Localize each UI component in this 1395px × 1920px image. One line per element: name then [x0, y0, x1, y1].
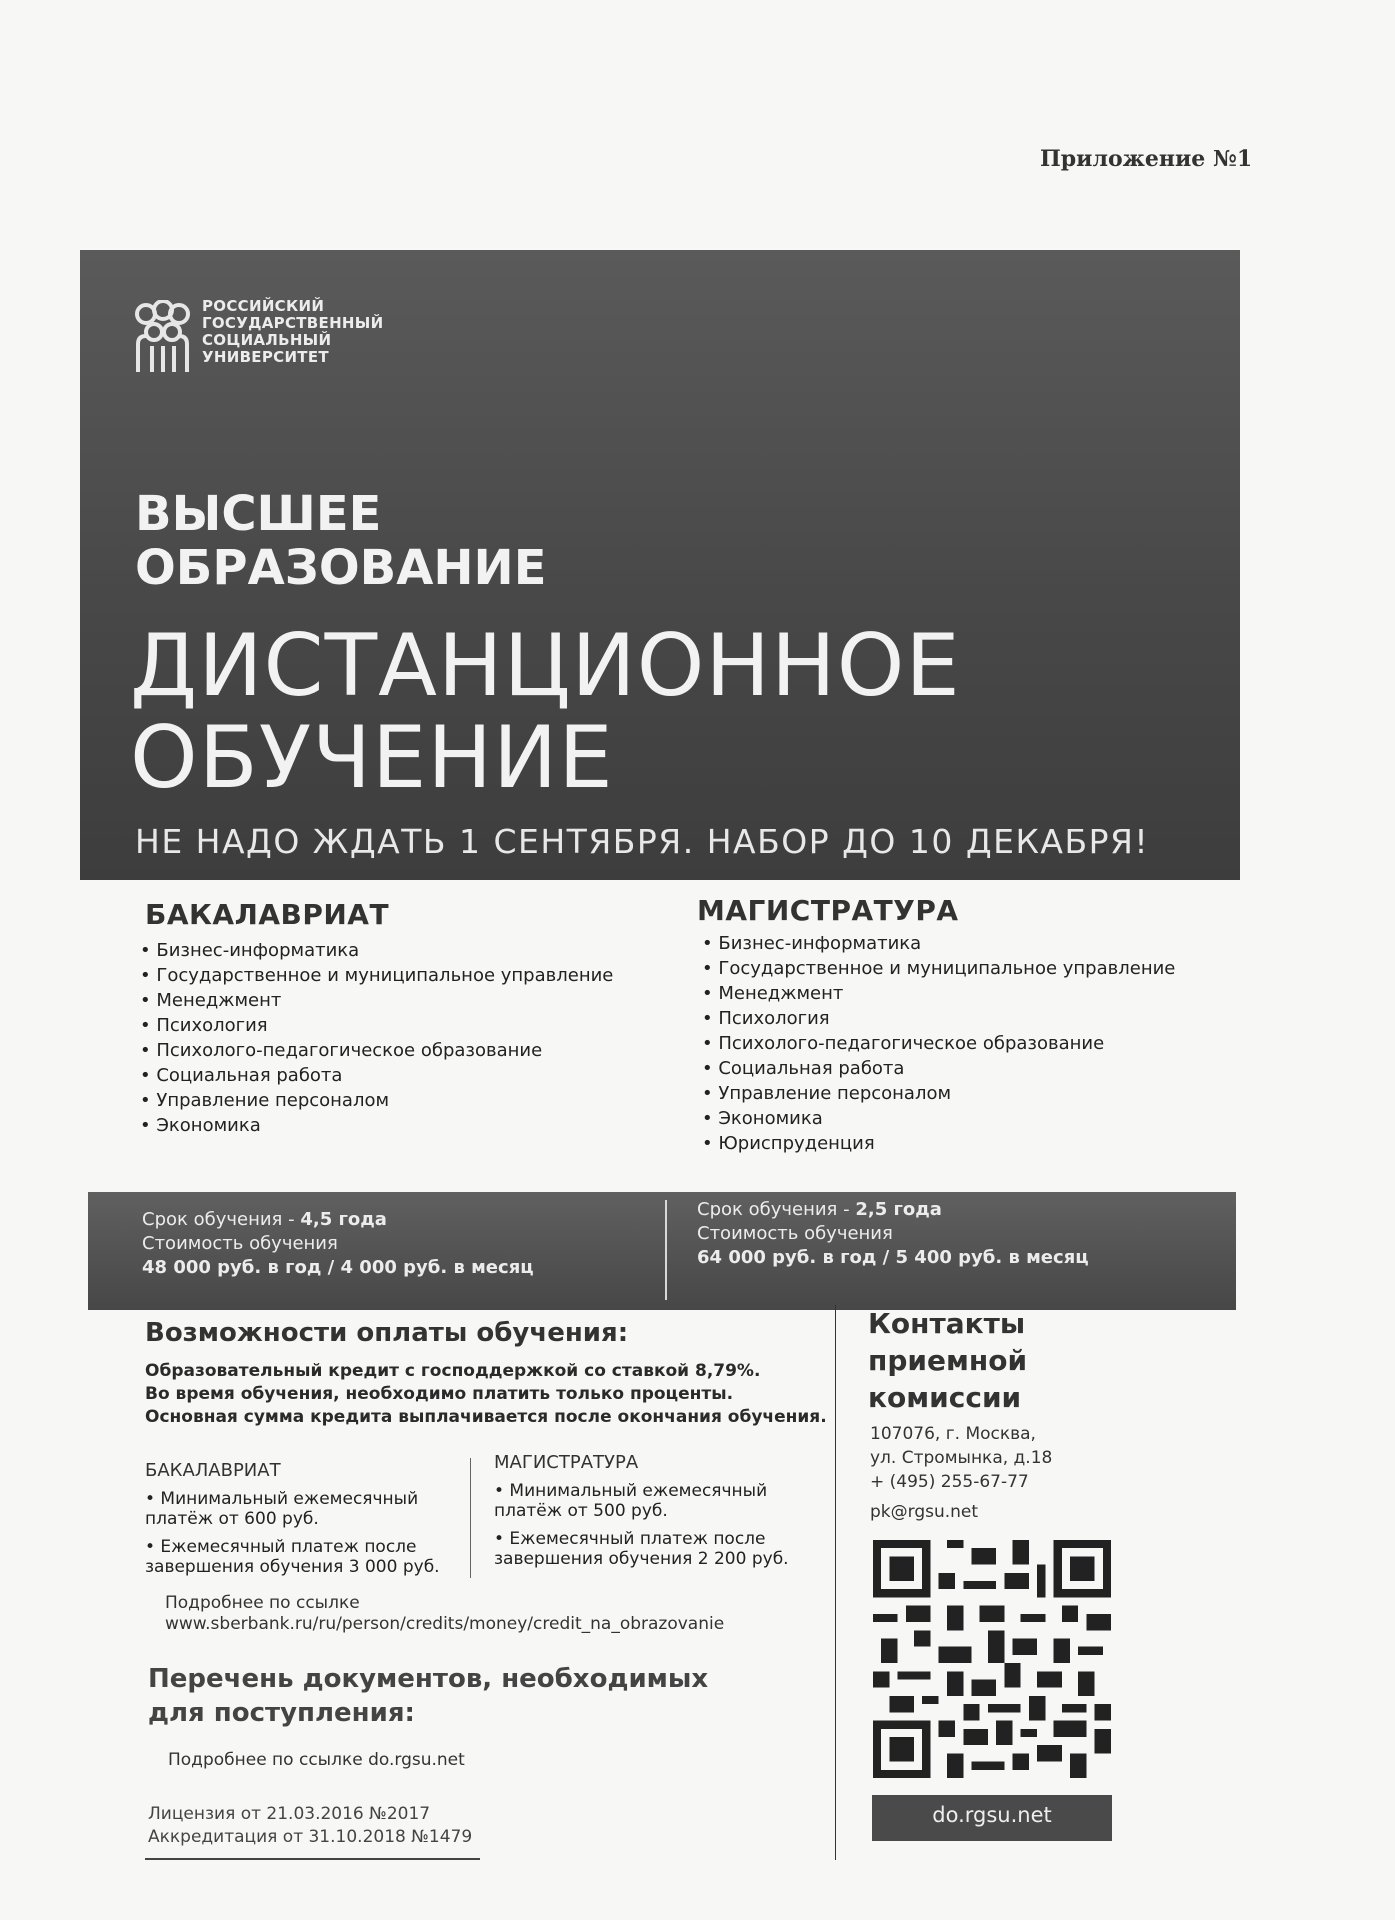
study-divider	[665, 1200, 667, 1300]
list-item: • Менеджмент	[702, 981, 1175, 1006]
license: Лицензия от 21.03.2016 №2017	[148, 1804, 431, 1824]
accreditation: Аккредитация от 31.10.2018 №1479	[148, 1827, 473, 1847]
term-value: 4,5 года	[300, 1209, 387, 1230]
master-title: МАГИСТРАТУРА	[697, 894, 959, 927]
documents-link[interactable]: Подробнее по ссылке do.rgsu.net	[168, 1750, 465, 1770]
contacts-title-line: комиссии	[868, 1381, 1022, 1414]
university-name-line: РОССИЙСКИЙ	[202, 297, 325, 315]
master-study-info	[697, 1198, 1089, 1270]
bachelor-study-info	[142, 1208, 534, 1280]
bottom-divider	[145, 1858, 480, 1860]
heading-distance-learning	[130, 616, 961, 808]
license-info	[148, 1803, 472, 1849]
payment-line: Во время обучения, необходимо платить только проценты.	[145, 1384, 734, 1404]
payment-bachelor	[145, 1460, 465, 1577]
payment-item: • Ежемесячный платеж после завершения обучения 2 200 руб.	[494, 1529, 789, 1569]
heading-line: ДИСТАНЦИОННОЕ	[130, 616, 961, 716]
list-item: • Психолого-педагогическое образование	[702, 1031, 1175, 1056]
credit-info	[165, 1593, 724, 1635]
payment-master	[494, 1452, 824, 1569]
contacts-title-line: Контакты	[868, 1307, 1026, 1340]
list-item: • Психология	[140, 1013, 613, 1038]
heading-line: ОБУЧЕНИЕ	[130, 708, 614, 808]
list-item: • Менеджмент	[140, 988, 613, 1013]
list-item: • Социальная работа	[702, 1056, 1175, 1081]
term-value: 2,5 года	[855, 1199, 942, 1220]
payment-bachelor-title: БАКАЛАВРИАТ	[145, 1460, 281, 1481]
list-item: • Государственное и муниципальное управление	[702, 956, 1175, 981]
contacts-title-line: приемной	[868, 1344, 1028, 1377]
more-label: Подробнее по ссылке	[165, 1593, 360, 1613]
university-logo-icon	[132, 300, 192, 375]
master-program-list	[702, 931, 1175, 1156]
qr-url-link[interactable]: do.rgsu.net	[932, 1803, 1052, 1827]
payment-master-title: МАГИСТРАТУРА	[494, 1452, 639, 1473]
list-item: • Управление персоналом	[140, 1088, 613, 1113]
appendix-label: Приложение №1	[1040, 146, 1253, 172]
term-label: Срок обучения -	[142, 1209, 295, 1230]
term-label: Срок обучения -	[697, 1199, 850, 1220]
documents-title-line: для поступления:	[148, 1698, 415, 1728]
bachelor-program-list	[140, 938, 613, 1138]
list-item: • Государственное и муниципальное управление	[140, 963, 613, 988]
cost-value: 64 000 руб. в год / 5 400 руб. в месяц	[697, 1247, 1089, 1268]
address-line: ул. Стромынка, д.18	[870, 1448, 1053, 1468]
payment-item: • Минимальный ежемесячный платёж от 600 руб.	[145, 1489, 419, 1529]
list-item: • Социальная работа	[140, 1063, 613, 1088]
list-item: • Экономика	[702, 1106, 1175, 1131]
phone[interactable]: + (495) 255-67-77	[870, 1472, 1029, 1492]
credit-link[interactable]: www.sberbank.ru/ru/person/credits/money/credit_na_obrazovanie	[165, 1614, 725, 1634]
list-item: • Бизнес-информатика	[702, 931, 1175, 956]
list-item: • Экономика	[140, 1113, 613, 1138]
list-item: • Управление персоналом	[702, 1081, 1175, 1106]
contacts-divider	[835, 1305, 836, 1860]
heading-line: ОБРАЗОВАНИЕ	[135, 540, 547, 596]
bachelor-title: БАКАЛАВРИАТ	[145, 898, 390, 931]
list-item: • Бизнес-информатика	[140, 938, 613, 963]
email-link[interactable]: pk@rgsu.net	[870, 1502, 979, 1522]
cost-label: Стоимость обучения	[142, 1233, 338, 1254]
university-name	[202, 298, 383, 366]
payment-line: Образовательный кредит с господдержкой со ставкой 8,79%.	[145, 1361, 761, 1381]
heading-line: ВЫСШЕЕ	[135, 486, 382, 542]
documents-title	[148, 1662, 708, 1730]
payment-item: • Ежемесячный платеж после завершения обучения 3 000 руб.	[145, 1537, 440, 1577]
payment-description	[145, 1360, 845, 1429]
payment-divider	[470, 1458, 471, 1578]
qr-code-icon[interactable]	[872, 1540, 1112, 1778]
university-name-line: УНИВЕРСИТЕТ	[202, 348, 329, 366]
payment-line: Основная сумма кредита выплачивается после окончания обучения.	[145, 1407, 827, 1427]
list-item: • Психолого-педагогическое образование	[140, 1038, 613, 1063]
list-item: • Психология	[702, 1006, 1175, 1031]
university-name-line: ГОСУДАРСТВЕННЫЙ	[202, 314, 384, 332]
cost-label: Стоимость обучения	[697, 1223, 893, 1244]
contacts-info	[870, 1422, 1052, 1524]
contacts-title	[868, 1305, 1027, 1416]
banner-tagline: НЕ НАДО ЖДАТЬ 1 СЕНТЯБРЯ. НАБОР ДО 10 ДЕКАБРЯ!	[135, 822, 1150, 861]
documents-title-line: Перечень документов, необходимых	[148, 1664, 709, 1694]
heading-higher-education	[135, 487, 547, 595]
payment-item: • Минимальный ежемесячный платёж от 500 руб.	[494, 1481, 768, 1521]
address-line: 107076, г. Москва,	[870, 1424, 1036, 1444]
university-name-line: СОЦИАЛЬНЫЙ	[202, 331, 332, 349]
payment-title: Возможности оплаты обучения:	[145, 1318, 629, 1348]
list-item: • Юриспруденция	[702, 1131, 1175, 1156]
cost-value: 48 000 руб. в год / 4 000 руб. в месяц	[142, 1257, 534, 1278]
